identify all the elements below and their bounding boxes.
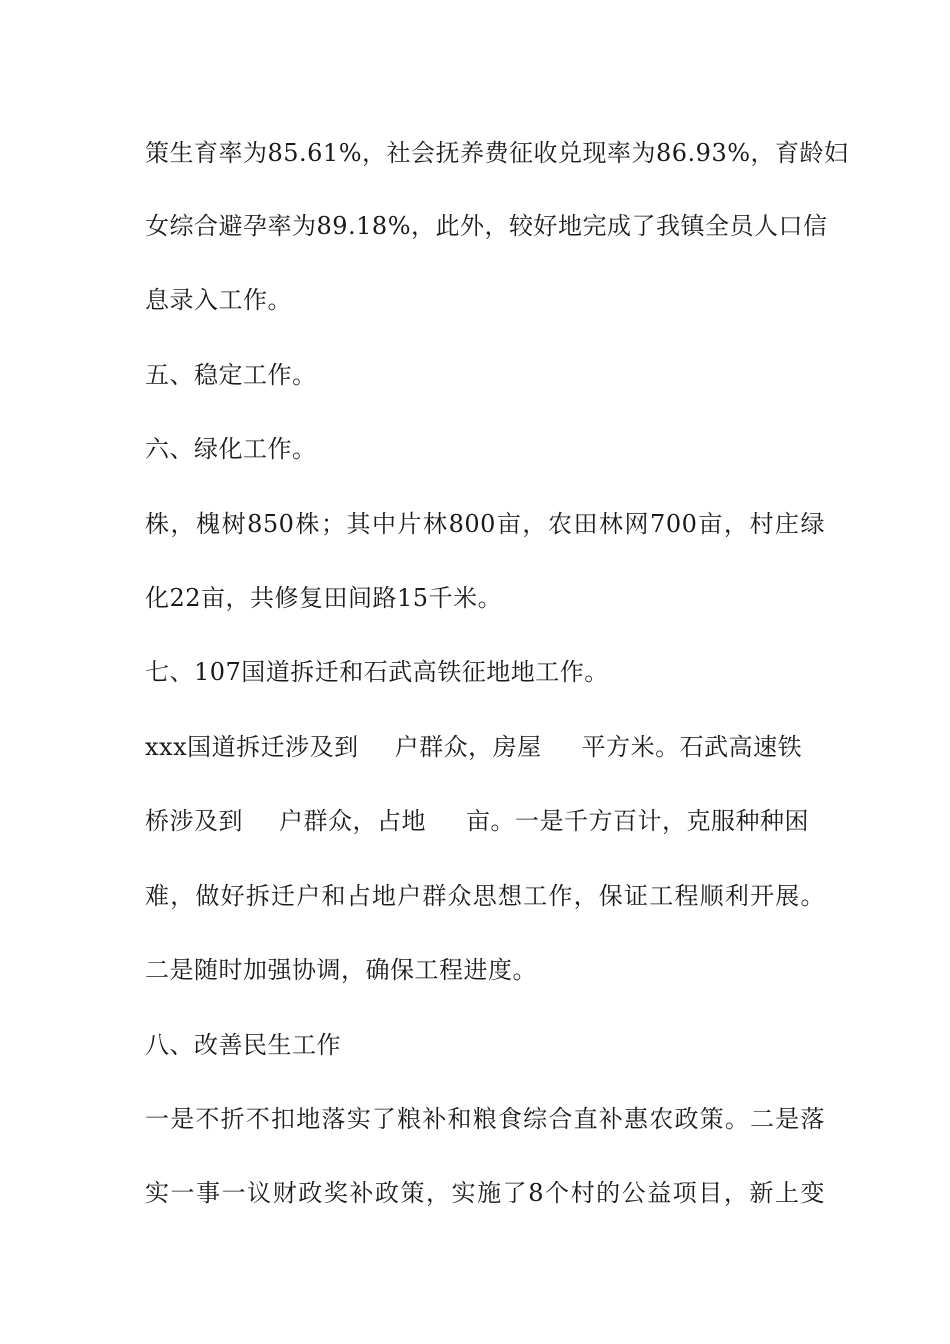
section-heading-5: 五、稳定工作。 xyxy=(145,361,317,389)
line9-part-c: 平方米。石武高速铁 xyxy=(581,733,803,761)
line10-part-b: 户群众，占地 xyxy=(279,807,426,835)
paragraph-line-11: 难，做好拆迁户和占地户群众思想工作，保证工程顺利开展。 xyxy=(145,882,825,910)
paragraph-line-2: 女综合避孕率为89.18%，此外，较好地完成了我镇全员人口信 xyxy=(145,212,828,240)
line10-part-a: 桥涉及到 xyxy=(145,807,243,835)
section-heading-6: 六、绿化工作。 xyxy=(145,435,317,463)
section-heading-7: 七、107国道拆迁和石武高铁征地地工作。 xyxy=(145,658,609,686)
section-heading-8: 八、改善民生工作 xyxy=(145,1031,341,1059)
paragraph-line-14: 一是不折不扣地落实了粮补和粮食综合直补惠农政策。二是落 xyxy=(145,1105,825,1133)
line9-part-a: xxx国道拆迁涉及到 xyxy=(145,733,359,761)
paragraph-line-15: 实一事一议财政奖补政策，实施了8个村的公益项目，新上变 xyxy=(145,1179,825,1207)
paragraph-line-9 xyxy=(145,727,825,767)
paragraph-line-1: 策生育率为85.61%，社会抚养费征收兑现率为86.93%，育龄妇 xyxy=(145,139,849,167)
paragraph-line-7: 化22亩，共修复田间路15千米。 xyxy=(145,584,503,612)
paragraph-line-10 xyxy=(145,801,825,841)
line10-part-c: 亩。一是千方百计，克服种种困 xyxy=(466,807,809,835)
paragraph-line-12: 二是随时加强协调，确保工程进度。 xyxy=(145,956,537,984)
line9-part-b: 户群众，房屋 xyxy=(394,733,542,761)
paragraph-line-6: 株，槐树850株；其中片林800亩，农田林网700亩，村庄绿 xyxy=(145,510,825,538)
paragraph-line-3: 息录入工作。 xyxy=(145,286,292,314)
